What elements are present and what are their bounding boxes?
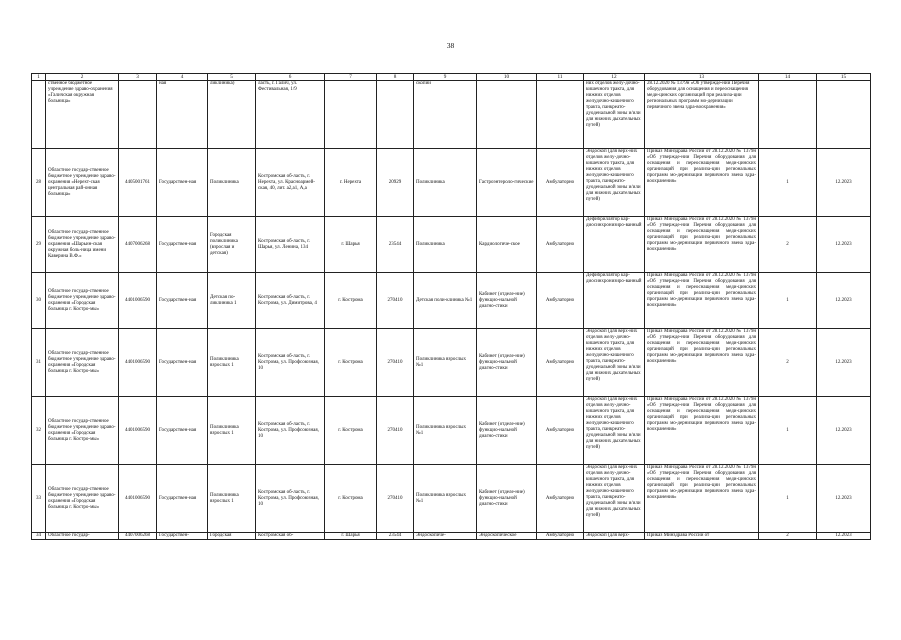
address-cell: Костромская об-ласть, г. Кострома, ул. Профсоюзная, 10 <box>256 465 325 533</box>
city-cell: г. Нерехта <box>325 149 377 217</box>
column-number-header: 12 <box>584 74 645 81</box>
city-cell: г. Кострома <box>325 397 377 465</box>
ownership-form-cell: Государствен- <box>157 533 208 540</box>
column-number-row <box>32 74 871 81</box>
department-cell: Кабинет (отделе-ние) функцио-нальной диагно-стики <box>477 465 537 533</box>
table-row <box>32 329 871 397</box>
unit-cell: Поликлиника <box>414 217 477 273</box>
department-cell: Кабинет (отделе-ние) функцио-нальной диагно-стики <box>477 329 537 397</box>
facility-type-cell: Детская по-ликлиника 1 <box>208 273 256 329</box>
care-conditions-cell: Амбулаторно <box>537 465 584 533</box>
department-cell: Гастроэнтероло-гические <box>477 149 537 217</box>
table-row <box>32 533 871 540</box>
inn-cell: 4405001761 <box>119 149 157 217</box>
organization-cell: ственное бюджетное учреждение здраво-охранения «Галичская окружная больница» <box>46 81 119 149</box>
date-cell: 12.2023 <box>817 397 871 465</box>
equipment-table <box>31 73 871 540</box>
column-number-header: 2 <box>46 74 119 81</box>
inn-cell: 4407006268 <box>119 533 157 540</box>
row-number-cell: 33 <box>32 465 46 533</box>
column-number-header: 8 <box>377 74 414 81</box>
row-number-cell <box>32 81 46 149</box>
care-conditions-cell: Амбулаторно <box>537 533 584 540</box>
row-number-cell: 32 <box>32 397 46 465</box>
care-conditions-cell <box>537 81 584 149</box>
page-number: 38 <box>446 41 455 50</box>
care-conditions-cell: Амбулаторно <box>537 149 584 217</box>
unit-cell: Поликлиника <box>414 149 477 217</box>
table-row <box>32 149 871 217</box>
inn-cell: 4407006268 <box>119 217 157 273</box>
table-row <box>32 217 871 273</box>
ownership-form-cell: ная <box>157 81 208 149</box>
care-conditions-cell: Амбулаторно <box>537 397 584 465</box>
column-number-header: 1 <box>32 74 46 81</box>
city-cell: г. Шарья <box>325 217 377 273</box>
table-row <box>32 81 871 149</box>
unit-cell: Поликлиника взрослых №1 <box>414 397 477 465</box>
equipment-cell: Дефибриллятор кар-диосинхронизиро-ванный <box>584 217 645 273</box>
organization-cell: Областное государ-ственное бюджетное учреждение здраво-охранения «Городская больница г. Костро-мы» <box>46 329 119 397</box>
unit-cell: Эндоскопиче- <box>414 533 477 540</box>
address-cell: Костромская об-ласть, г. Нерехта, ул. Красноармей-ская, 40, лит. а2,а1, А,а <box>256 149 325 217</box>
organization-cell: Областное государ-ственное бюджетное учреждение здраво-охранения «Городская больница г. Костро-мы» <box>46 465 119 533</box>
column-number-header: 15 <box>817 74 871 81</box>
oktmo-cell: 23544 <box>377 217 414 273</box>
legal-basis-cell: Приказ Минздрава России от <box>645 533 759 540</box>
city-cell: г. Кострома <box>325 273 377 329</box>
oktmo-cell: 270410 <box>377 273 414 329</box>
unit-cell: Поликлиника взрослых №1 <box>414 329 477 397</box>
legal-basis-cell: Приказ Минздрава России от 28.12.2020 № 1379н «Об утвержде-нии Перечня оборудования для оснащения и переоснащения меди-цинских организаций при реализа-ции региональных программ мо-дернизации первичного звена здра-воохранения» <box>645 149 759 217</box>
city-cell: г. Шарья <box>325 533 377 540</box>
column-number-header: 6 <box>256 74 325 81</box>
address-cell: ласть, г. Галич, ул. Фестивальная, 1/9 <box>256 81 325 149</box>
department-cell: Кабинет (отделе-ние) функцио-нальной диагно-стики <box>477 397 537 465</box>
quantity-cell: 2 <box>759 217 817 273</box>
care-conditions-cell: Амбулаторно <box>537 217 584 273</box>
address-cell: Костромская об-ласть, г. Кострома, ул. Димитрова, 4 <box>256 273 325 329</box>
legal-basis-cell: Приказ Минздрава России от 28.12.2020 № 1379н «Об утвержде-нии Перечня оборудования для оснащения и переоснащения меди-цинских организаций при реализа-ции региональных программ мо-дернизации первичного звена здра-воохранения» <box>645 465 759 533</box>
column-number-header: 5 <box>208 74 256 81</box>
facility-type-cell: Городская поликлиника (взрослая и детская) <box>208 217 256 273</box>
quantity-cell: 1 <box>759 465 817 533</box>
column-number-header: 7 <box>325 74 377 81</box>
care-conditions-cell: Амбулаторно <box>537 273 584 329</box>
address-cell: Костромская об-ласть, г. Шарья, ул. Ленина, 134 <box>256 217 325 273</box>
equipment-cell: Эндоскоп (для верх-них отделов желу-дочно-кишечного тракта, для нижних отделов желудочно-кишечного тракта, панкреато-дуоденальной зоны и/или для нижних дыхательных путей) <box>584 149 645 217</box>
legal-basis-cell: Приказ Минздрава России от 28.12.2020 № 1379н «Об утвержде-нии Перечня оборудования для оснащения и переоснащения меди-цинских организаций при реализа-ции региональных программ мо-дернизации первичного звена здра-воохранения» <box>645 273 759 329</box>
equipment-cell: Эндоскоп (для верх-них отделов желу-дочно-кишечного тракта, для нижних отделов желудочно-кишечного тракта, панкреато-дуоденальной зоны и/или для нижних дыхательных путей) <box>584 465 645 533</box>
oktmo-cell: 270410 <box>377 465 414 533</box>
column-number-header: 13 <box>645 74 759 81</box>
organization-cell: Областное государ-ственное бюджетное учреждение здраво-охранения «Нерехт-ская центральная рай-онная больница» <box>46 149 119 217</box>
equipment-cell: Дефибриллятор кар-диосинхронизиро-ванный <box>584 273 645 329</box>
oktmo-cell <box>377 81 414 149</box>
unit-cell: Детская поли-клиника №1 <box>414 273 477 329</box>
city-cell: г. Кострома <box>325 329 377 397</box>
oktmo-cell: 270410 <box>377 397 414 465</box>
legal-basis-cell: 28.12.2020 № 1379н «Об утвержде-нии Перечня оборудования для оснащения и переоснащения меди-цинских организаций при реализа-ции региональных программ мо-дернизации первичного звена здра-воохранения» <box>645 81 759 149</box>
inn-cell: 4401006590 <box>119 397 157 465</box>
inn-cell: 4401006590 <box>119 329 157 397</box>
equipment-cell: Эндоскоп (для верх- <box>584 533 645 540</box>
equipment-cell: них отделов желу-дочно-кишечного тракта, для нижних отделов желудочно-кишечного тракта, панкреато-дуоденальной зоны и/или для нижних дыхательных путей) <box>584 81 645 149</box>
organization-cell: Областное государ-ственное бюджетное учреждение здраво-охранения «Городская больница г. Костро-мы» <box>46 273 119 329</box>
oktmo-cell: 20929 <box>377 149 414 217</box>
ownership-form-cell: Государствен-ная <box>157 217 208 273</box>
oktmo-cell: 270410 <box>377 329 414 397</box>
address-cell: Костромская об- <box>256 533 325 540</box>
ownership-form-cell: Государствен-ная <box>157 273 208 329</box>
column-number-header: 3 <box>119 74 157 81</box>
quantity-cell: 1 <box>759 397 817 465</box>
table-row <box>32 397 871 465</box>
date-cell: 12.2023 <box>817 465 871 533</box>
ownership-form-cell: Государствен-ная <box>157 397 208 465</box>
column-number-header: 10 <box>477 74 537 81</box>
row-number-cell: 28 <box>32 149 46 217</box>
quantity-cell: 1 <box>759 273 817 329</box>
legal-basis-cell: Приказ Минздрава России от 28.12.2020 № 1379н «Об утвержде-нии Перечня оборудования для оснащения и переоснащения меди-цинских организаций при реализа-ции региональных программ мо-дернизации первичного звена здра-воохранения» <box>645 329 759 397</box>
department-cell: Кабинет (отделе-ние) функцио-нальной диагно-стики <box>477 273 537 329</box>
department-cell: Кардиологиче-ское <box>477 217 537 273</box>
facility-type-cell: Поликлиника <box>208 149 256 217</box>
address-cell: Костромская об-ласть, г. Кострома, ул. Профсоюзная, 10 <box>256 329 325 397</box>
facility-type-cell: Городская <box>208 533 256 540</box>
table-row <box>32 273 871 329</box>
ownership-form-cell: Государствен-ная <box>157 329 208 397</box>
address-cell: Костромская об-ласть, г. Кострома, ул. Профсоюзная, 10 <box>256 397 325 465</box>
equipment-cell: Эндоскоп (для верх-них отделов желу-дочно-кишечного тракта, для нижних отделов желудочно-кишечного тракта, панкреато-дуоденальной зоны и/или для нижних дыхательных путей) <box>584 329 645 397</box>
inn-cell: 4401006590 <box>119 273 157 329</box>
organization-cell: Областное государ-ственное бюджетное учреждение здраво-охранения «Шарьин-ская окружная боль-ница имени Каверина В.Ф.» <box>46 217 119 273</box>
ownership-form-cell: Государствен-ная <box>157 465 208 533</box>
column-number-header: 4 <box>157 74 208 81</box>
inn-cell: 4401006590 <box>119 465 157 533</box>
column-number-header: 9 <box>414 74 477 81</box>
column-number-header: 14 <box>759 74 817 81</box>
equipment-cell: Эндоскоп (для верх-них отделов желу-дочно-кишечного тракта, для нижних отделов желудочно-кишечного тракта, панкреато-дуоденальной зоны и/или для нижних дыхательных путей) <box>584 397 645 465</box>
date-cell: 12.2023 <box>817 273 871 329</box>
table-body <box>32 81 871 540</box>
inn-cell <box>119 81 157 149</box>
organization-cell: Областное государ- <box>46 533 119 540</box>
unit-cell: Поликлиника взрослых №1 <box>414 465 477 533</box>
facility-type-cell: ликлиника) <box>208 81 256 149</box>
quantity-cell <box>759 81 817 149</box>
city-cell <box>325 81 377 149</box>
quantity-cell: 2 <box>759 329 817 397</box>
legal-basis-cell: Приказ Минздрава России от 28.12.2020 № 1379н «Об утвержде-нии Перечня оборудования для оснащения и переоснащения меди-цинских организаций при реализа-ции региональных программ мо-дернизации первичного звена здра-воохранения» <box>645 397 759 465</box>
facility-type-cell: Поликлиника взрослых 1 <box>208 329 256 397</box>
oktmo-cell: 23544 <box>377 533 414 540</box>
quantity-cell: 2 <box>759 533 817 540</box>
quantity-cell: 1 <box>759 149 817 217</box>
care-conditions-cell: Амбулаторно <box>537 329 584 397</box>
row-number-cell: 34 <box>32 533 46 540</box>
column-number-header: 11 <box>537 74 584 81</box>
table-row <box>32 465 871 533</box>
date-cell: 12.2023 <box>817 149 871 217</box>
date-cell <box>817 81 871 149</box>
facility-type-cell: Поликлиника взрослых 1 <box>208 465 256 533</box>
legal-basis-cell: Приказ Минздрава России от 28.12.2020 № 1379н «Об утвержде-нии Перечня оборудования для оснащения и переоснащения меди-цинских организаций при реализа-ции региональных программ мо-дернизации первичного звена здра-воохранения» <box>645 217 759 273</box>
department-cell: Эндоскопическое <box>477 533 537 540</box>
row-number-cell: 31 <box>32 329 46 397</box>
organization-cell: Областное государ-ственное бюджетное учреждение здраво-охранения «Городская больница г. Костро-мы» <box>46 397 119 465</box>
date-cell: 12.2023 <box>817 329 871 397</box>
city-cell: г. Кострома <box>325 465 377 533</box>
unit-cell: скопии <box>414 81 477 149</box>
date-cell: 12.2023 <box>817 533 871 540</box>
department-cell <box>477 81 537 149</box>
row-number-cell: 29 <box>32 217 46 273</box>
ownership-form-cell: Государствен-ная <box>157 149 208 217</box>
row-number-cell: 30 <box>32 273 46 329</box>
date-cell: 12.2023 <box>817 217 871 273</box>
facility-type-cell: Поликлиника взрослых 1 <box>208 397 256 465</box>
